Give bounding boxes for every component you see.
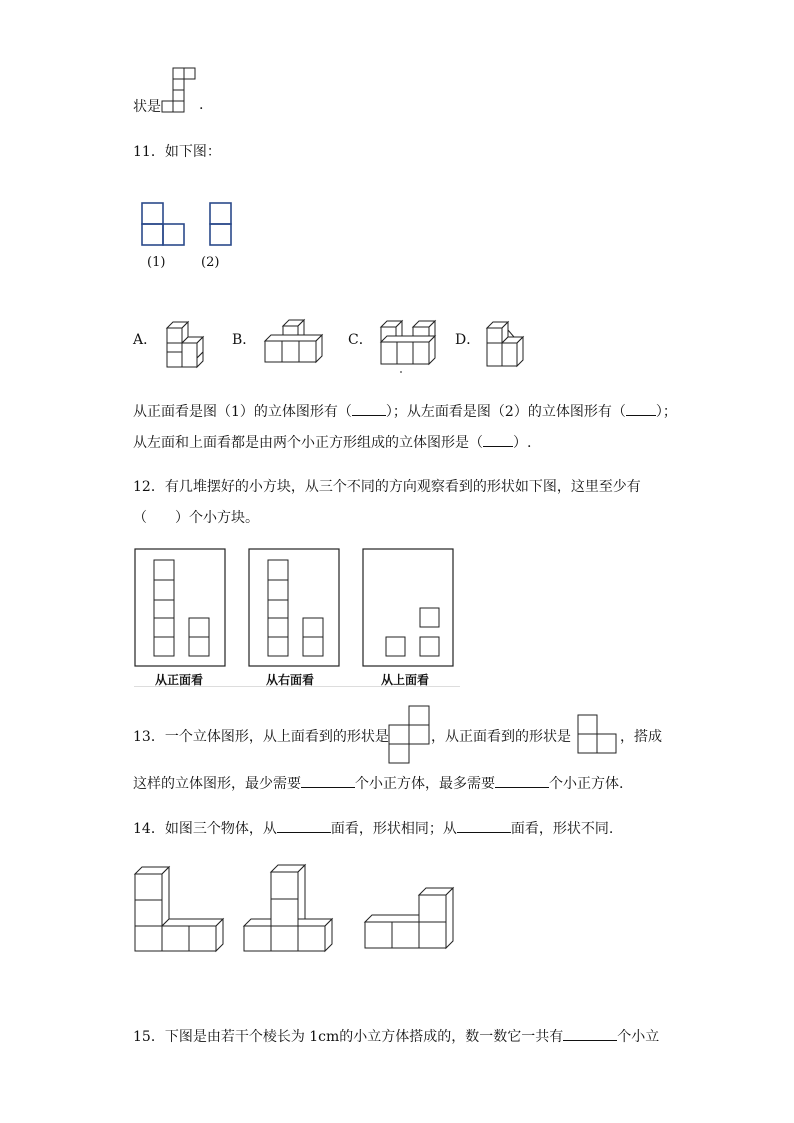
q11-view-figure-2 bbox=[209, 202, 234, 246]
q11-view-figure-1 bbox=[141, 202, 187, 246]
q13-line-1-left bbox=[133, 727, 389, 747]
q10-tail-line bbox=[133, 97, 161, 117]
q15-line bbox=[133, 1026, 659, 1047]
q15-blank[interactable] bbox=[563, 1026, 617, 1041]
q14-blank-1[interactable] bbox=[277, 818, 331, 833]
q11-line1-text-c: ）； bbox=[655, 404, 677, 420]
q11-option-c-figure bbox=[378, 318, 440, 376]
q13-front-view-figure bbox=[577, 714, 619, 756]
q11-blank-1[interactable] bbox=[352, 401, 386, 416]
q11-line2-text-a: 从左面和上面看都是由两个小正方形组成的立体图形是（ bbox=[133, 435, 483, 451]
q13-text-a: 13．一个立体图形，从上面看到的形状是 bbox=[133, 729, 389, 745]
q10-text-after: . bbox=[199, 97, 204, 113]
q12-line-2: （ ）个小方块。 bbox=[133, 510, 259, 526]
q11-blank-2[interactable] bbox=[626, 401, 656, 416]
q11-label-2: (2) bbox=[201, 255, 220, 270]
q12-front-view-figure bbox=[134, 548, 226, 668]
q11-line1-text-b: ）；从左面看是图（2）的立体图形有（ bbox=[385, 404, 626, 420]
q11-option-a-label: A． bbox=[133, 332, 158, 348]
q11-blank-3[interactable] bbox=[483, 432, 513, 447]
q12-caption-right: 从右面看 bbox=[266, 673, 315, 687]
q13-blank-max[interactable] bbox=[495, 773, 549, 788]
q11-option-a-figure bbox=[164, 320, 208, 370]
q11-heading: 11．如下图： bbox=[133, 144, 221, 160]
q11-option-d-label: D． bbox=[455, 332, 481, 348]
q11-line2-text-b: ）. bbox=[513, 435, 532, 451]
q12-top-view-figure bbox=[362, 548, 454, 668]
q11-line1-text-a: 从正面看是图（1）的立体图形有（ bbox=[133, 404, 352, 420]
q13-text-c: ，搭成 bbox=[620, 729, 662, 745]
q11-question-line-2 bbox=[133, 432, 531, 453]
q14-object-2-figure bbox=[243, 864, 337, 954]
q14-object-3-figure bbox=[364, 886, 458, 952]
q11-option-b-figure bbox=[262, 318, 326, 366]
q14-line bbox=[133, 818, 613, 839]
q10-shape-figure bbox=[163, 66, 199, 114]
q12-line-1: 12．有几堆摆好的小方块，从三个不同的方向观察看到的形状如下图，这里至少有 bbox=[133, 479, 641, 495]
q14-text-b: 面看，形状相同；从 bbox=[330, 821, 457, 837]
q13-blank-min[interactable] bbox=[301, 773, 355, 788]
q13-line2-text-a: 这样的立体图形，最少需要 bbox=[133, 776, 301, 792]
q11-question-line-1 bbox=[133, 401, 677, 422]
q12-caption-front: 从正面看 bbox=[155, 673, 204, 687]
q14-object-1-figure bbox=[134, 866, 228, 954]
q12-caption-top: 从上面看 bbox=[381, 673, 430, 687]
q12-right-view-figure bbox=[248, 548, 340, 668]
q15-text-b: 个小立 bbox=[617, 1029, 660, 1045]
q15-text-a: 15．下图是由若干个棱长为 1cm的小立方体搭成的，数一数它一共有 bbox=[133, 1029, 564, 1045]
q10-text-before: 状是 bbox=[133, 99, 161, 115]
q11-option-c-label: C． bbox=[348, 332, 373, 348]
q13-text-b: ，从正面看到的形状是 bbox=[431, 729, 571, 745]
q14-text-c: 面看，形状不同. bbox=[510, 821, 614, 837]
q13-top-view-figure bbox=[388, 705, 432, 765]
q13-line2-text-c: 个小正方体. bbox=[549, 776, 624, 792]
q14-blank-2[interactable] bbox=[457, 818, 511, 833]
q13-line2-text-b: 个小正方体，最多需要 bbox=[355, 776, 495, 792]
q14-text-a: 14．如图三个物体，从 bbox=[133, 821, 277, 837]
q11-option-d-figure bbox=[484, 320, 528, 370]
q11-option-b-label: B． bbox=[232, 332, 257, 348]
q13-line-2 bbox=[133, 773, 623, 794]
q11-label-1: (1) bbox=[147, 255, 166, 270]
